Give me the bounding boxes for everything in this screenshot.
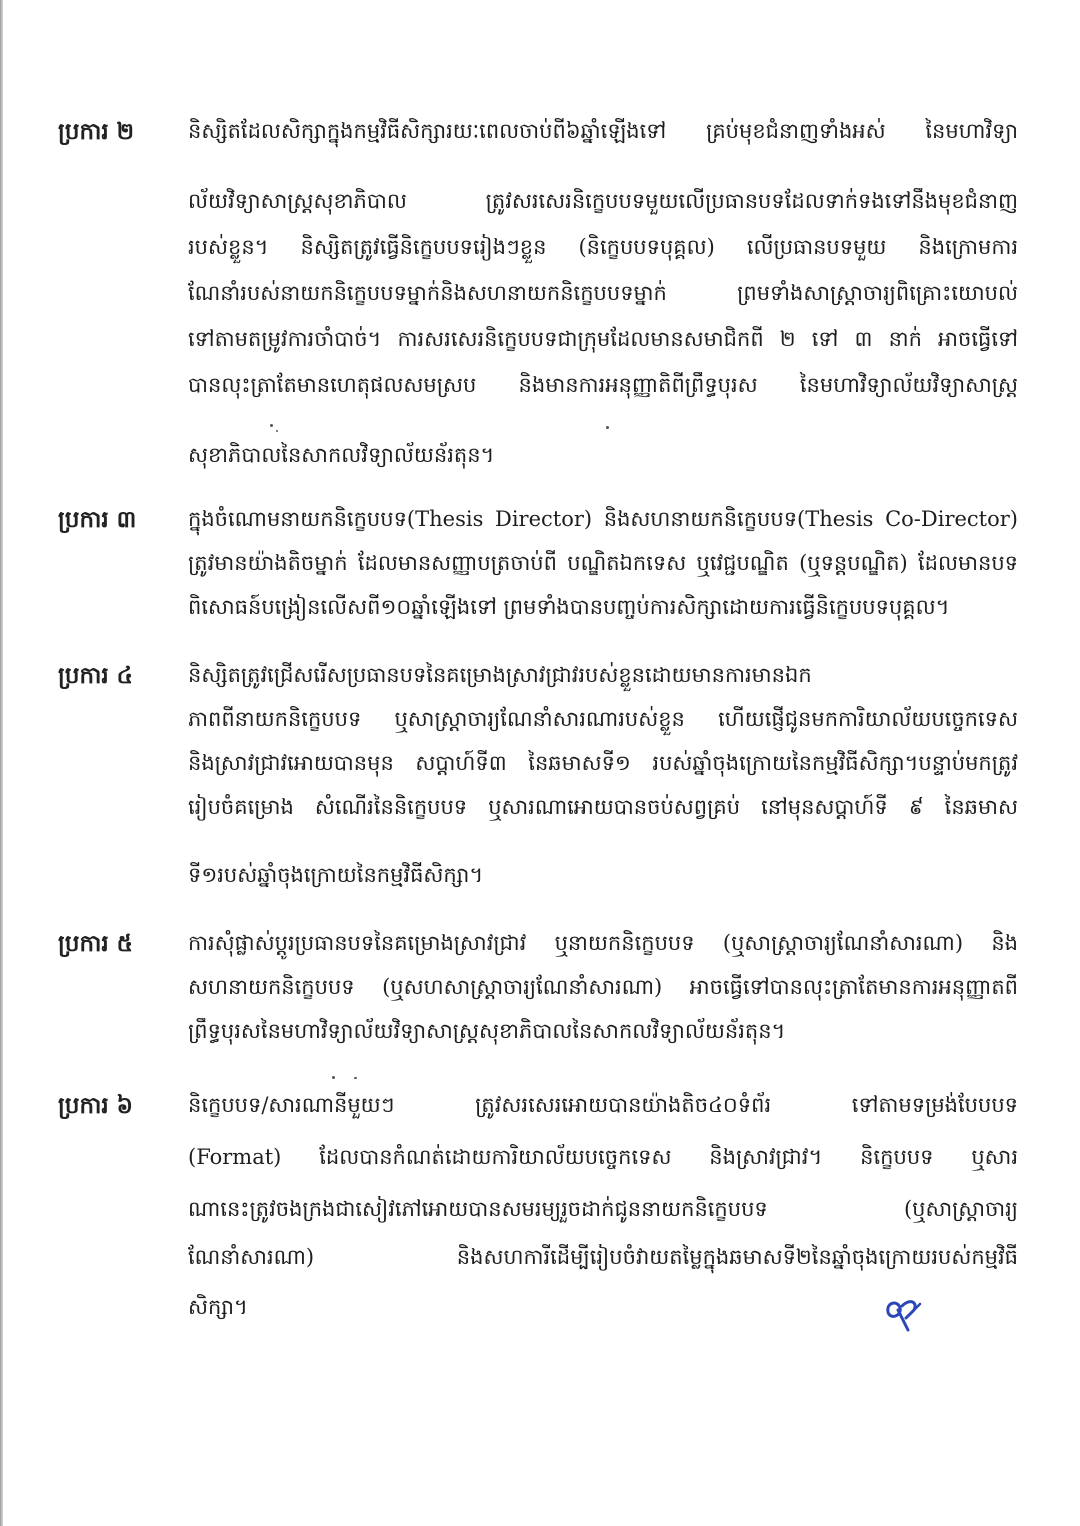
text-line: ទៅតាមតម្រូវការចាំបាច់។ ការសរសេរនិក្ខេបបទជាក្រុមដែលមានសមាជិកពី ២ ទៅ ៣ នាក់ អាចធ្វើទៅ [188,327,1018,351]
text-line: ព្រឹទ្ធបុរសនៃមហាវិទ្យាល័យវិទ្យាសាស្ត្រសុខាភិបាលនៃសាកលវិទ្យាល័យន័រតុន។ [188,1019,786,1043]
article-label: ប្រការ ៦ [58,1092,133,1119]
text-line: ណែនាំសារណា) និងសហការីដើម្បីរៀបចំវាយតម្លៃក្នុងឆមាសទី២នៃឆ្នាំចុងក្រោយរបស់កម្មវិធី [188,1245,1018,1269]
article-label: ប្រការ ៤ [58,662,133,689]
text-line: ត្រូវមានយ៉ាងតិចម្នាក់ ដែលមានសញ្ញាបត្រចាប់ពី បណ្ឌិតឯកទេស ឬវេជ្ជបណ្ឌិត (ឬទន្តបណ្ឌិត) ដែលមានបទ [188,551,1018,575]
text-line: ក្នុងចំណោមនាយកនិក្ខេបបទ(Thesis Director) និងសហនាយកនិក្ខេបបទ(Thesis Co-Director) [188,507,1018,531]
text-line: សុខាភិបាលនៃសាកលវិទ្យាល័យន័រតុន។ [188,443,495,467]
scan-speck [332,1076,335,1079]
article-label: ប្រការ ៥ [58,930,133,957]
text-line: ណានេះត្រូវចងក្រងជាសៀវភៅអោយបានសមរម្យរួចដាក់ជូននាយកនិក្ខេបបទ (ឬសាស្ត្រាចារ្យ [188,1197,1018,1221]
text-line: ការសុំផ្លាស់ប្តូរប្រធានបទនៃគម្រោងស្រាវជ្រាវ ឬនាយកនិក្ខេបបទ (ឬសាស្ត្រាចារ្យណែនាំសារណា) និង [188,931,1018,955]
text-line: ភាពពីនាយកនិក្ខេបបទ ឬសាស្ត្រាចារ្យណែនាំសារណារបស់ខ្លួន ហើយផ្ញើជូនមកការិយាល័យបច្ចេកទេស [188,707,1018,731]
scan-speck [354,1077,357,1079]
text-line: របស់ខ្លួន។ និស្សិតត្រូវធ្វើនិក្ខេបបទរៀងៗខ្លួន (និក្ខេបបទបុគ្គល) លើប្រធានបទមួយ និងក្រោមការ [188,235,1018,259]
text-line: រៀបចំគម្រោង សំណើរនៃនិក្ខេបបទ ឬសារណាអោយបានចប់សព្វគ្រប់ នៅមុនសប្តាហ៍ទី ៩ នៃឆមាស [188,795,1018,819]
text-line: និងស្រាវជ្រាវអោយបានមុន សប្តាហ៍ទី៣ នៃឆមាសទី១ របស់ឆ្នាំចុងក្រោយនៃកម្មវិធីសិក្សា។បន្ទាប់មកត្រូវ [188,751,1018,775]
text-line: ទី១របស់ឆ្នាំចុងក្រោយនៃកម្មវិធីសិក្សា។ [188,863,484,887]
page-edge [0,0,3,1526]
text-line: និស្សិតដែលសិក្សាក្នុងកម្មវិធីសិក្សារយៈពេលចាប់ពី៦ឆ្នាំឡើងទៅ គ្រប់មុខជំនាញទាំងអស់ នៃមហាវិទ្យា [188,119,1018,143]
article-label: ប្រការ ២ [58,118,135,145]
text-line: និស្សិតត្រូវជ្រើសរើសប្រធានបទនៃគម្រោងស្រាវជ្រាវរបស់ខ្លួនដោយមានការមានឯក [188,663,812,687]
article-label: ប្រការ ៣ [58,506,137,533]
text-line: សិក្សា។ [188,1295,248,1319]
text-line: ណែនាំរបស់នាយកនិក្ខេបបទម្នាក់និងសហនាយកនិក្ខេបបទម្នាក់ ព្រមទាំងសាស្ត្រាចារ្យពិគ្រោះយោបល់ [188,281,1018,305]
text-line: និក្ខេបបទ/សារណានីមួយៗ ត្រូវសរសេរអោយបានយ៉ាងតិច៤០ទំព័រ ទៅតាមទម្រង់បែបបទ [188,1093,1018,1117]
text-line: បានលុះត្រាតែមានហេតុផលសមស្រប និងមានការអនុញ្ញាតិពីព្រឹទ្ធបុរស នៃមហាវិទ្យាល័យវិទ្យាសាស្ត្រ [188,373,1018,397]
scan-speck [270,424,273,427]
text-line: ល័យវិទ្យាសាស្ត្រសុខាភិបាល ត្រូវសរសេរនិក្ខេបបទមួយលើប្រធានបទដែលទាក់ទងទៅនឹងមុខជំនាញ [188,189,1018,213]
text-line: ពិសោធន៍បង្រៀនលើសពី១០ឆ្នាំឡើងទៅ ព្រមទាំងបានបញ្ចប់ការសិក្សាដោយការធ្វើនិក្ខេបបទបុគ្គល។ [188,595,950,619]
text-line: សហនាយកនិក្ខេបបទ (ឬសហសាស្ត្រាចារ្យណែនាំសារណា) អាចធ្វើទៅបានលុះត្រាតែមានការអនុញ្ញាតពី [188,975,1018,999]
scan-speck [606,426,609,429]
text-line: (Format) ដែលបានកំណត់ដោយការិយាល័យបច្ចេកទេស និងស្រាវជ្រាវ។ និក្ខេបបទ ឬសារ [188,1145,1018,1169]
handwritten-initials [880,1292,928,1336]
scan-speck [276,430,278,432]
